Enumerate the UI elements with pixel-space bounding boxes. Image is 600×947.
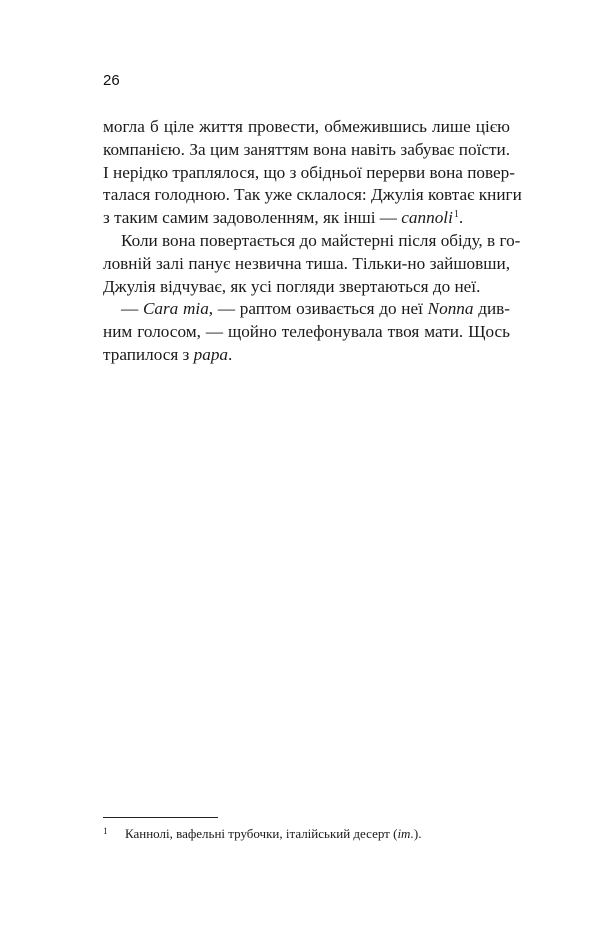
- footnote-divider: [103, 817, 218, 818]
- text-line: компанією. За цим заняттям вона навіть забуває поїсти.: [103, 139, 510, 159]
- footnote: [103, 826, 421, 842]
- text-line: могла б ціле життя провести, обмежившись лише цією: [103, 117, 510, 136]
- text-line: [103, 344, 510, 367]
- text-span: .: [228, 344, 233, 364]
- text-span: з таким самим задоволенням, як інші —: [103, 208, 402, 228]
- text-line: Коли вона повертається до майстерні після обіду, в го-: [121, 230, 521, 250]
- footnote-mark: 1: [103, 826, 108, 836]
- text-span: трапилося з: [103, 344, 194, 364]
- text-line: Джулія відчуває, як усі погляди звертаються до неї.: [103, 276, 481, 296]
- text-line: ловній залі панує незвична тиша. Тільки-но зайшовши,: [103, 253, 510, 273]
- page-number: 26: [103, 72, 120, 89]
- text-span: .: [458, 208, 464, 228]
- text-span: див-: [473, 299, 511, 319]
- text-span: , — раптом озивається до неї: [208, 299, 428, 319]
- text-line: І нерідко траплялося, що з обідньої перерви вона повер-: [103, 162, 515, 182]
- italic-term: papa: [193, 344, 229, 364]
- italic-term: Nonna: [427, 299, 474, 319]
- text-line: [103, 298, 510, 321]
- footnote-italic: іт.: [397, 826, 414, 841]
- footnote-text: Каннолі, вафельні трубочки, італійський десерт (: [125, 826, 398, 841]
- footnote-reference[interactable]: 1: [453, 209, 459, 221]
- text-line: талася голодною. Так уже склалося: Джулія ковтає книги: [103, 185, 522, 205]
- text-line: ним голосом, — щойно телефонувала твоя мати. Щось: [103, 322, 510, 342]
- text-line: [103, 207, 510, 230]
- footnote-suffix: ).: [413, 826, 422, 841]
- italic-term: cannoli: [401, 208, 453, 228]
- text-span: —: [121, 299, 143, 319]
- italic-term: Cara mia: [142, 299, 209, 319]
- body-text: [103, 116, 522, 367]
